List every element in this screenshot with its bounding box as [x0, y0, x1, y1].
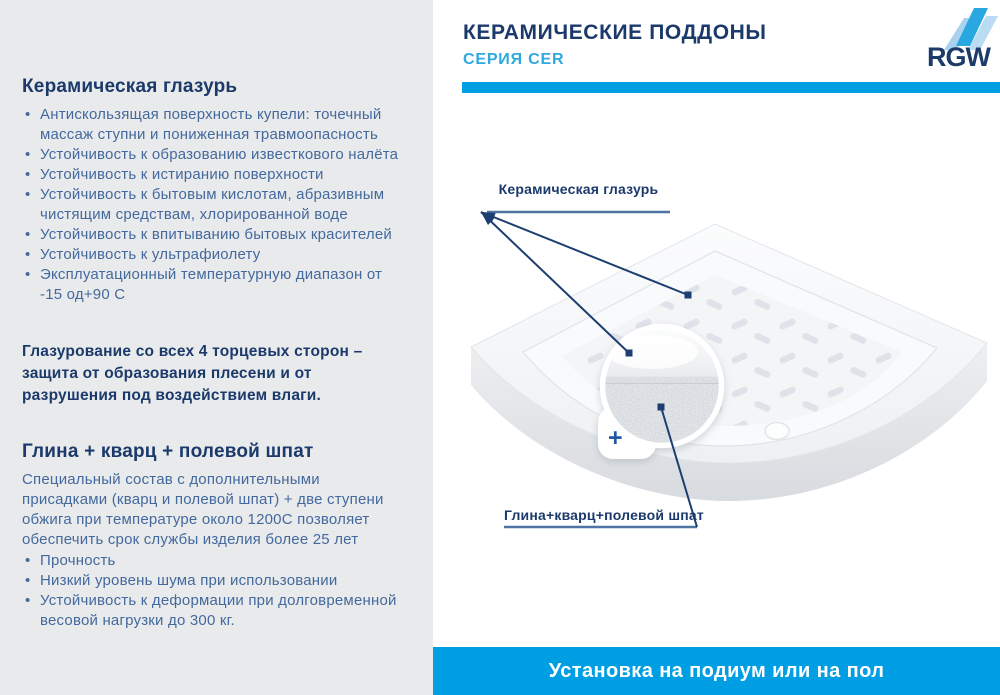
shower-tray [471, 224, 987, 501]
benefit-item: • Антискользящая поверхность купели: точечный массаж ступни и пониженная травмоопасность [22, 105, 405, 145]
callout-clay-label: Глина+кварц+полевой шпат [504, 507, 704, 523]
benefit-item: • Устойчивость к истиранию поверхности [22, 165, 405, 185]
plus-icon: + [608, 424, 623, 452]
product-figure [440, 180, 1000, 540]
header-divider [462, 82, 1000, 93]
section2-list [22, 551, 405, 631]
marker-square-icon [626, 350, 633, 357]
benefit-item: • Устойчивость к бытовым кислотам, абразивным чистящим средствам, хлорированной воде [22, 185, 405, 225]
benefit-item: • Низкий уровень шума при использовании [22, 571, 405, 591]
section1-heading: Керамическая глазурь [22, 76, 238, 97]
benefit-item: • Устойчивость к деформации при долговременной весовой нагрузки до 300 кг. [22, 591, 405, 631]
shower-tray-illustration [440, 180, 1000, 540]
benefit-item: • Прочность [22, 551, 405, 571]
logo-text: RGW [927, 42, 990, 72]
series-subtitle: СЕРИЯ CER [463, 51, 565, 68]
marker-square-icon [685, 292, 692, 299]
rgw-logo [916, 4, 998, 74]
info-panel [0, 0, 433, 695]
benefit-item: • Устойчивость к образованию известкового налёта [22, 145, 405, 165]
drain-cap [765, 423, 789, 440]
page-title: КЕРАМИЧЕСКИЕ ПОДДОНЫ [463, 21, 767, 44]
installation-banner [433, 647, 1000, 695]
section2-heading: Глина + кварц + полевой шпат [22, 441, 314, 462]
section1-list [22, 105, 405, 305]
composition-section [22, 441, 405, 631]
benefit-item: • Устойчивость к ультрафиолету [22, 245, 405, 265]
benefit-item: • Эксплуатационный температурную диапазон от -15 од+90 С [22, 265, 405, 305]
installation-banner-text: Установка на подиум или на пол [548, 659, 885, 682]
section2-paragraph: Специальный состав с дополнительными присадками (кварц и полевой шпат) + две ступени обжига при температуре около 1200С позволяет обеспечить срок службы изделия более 25 лет [22, 471, 384, 548]
callout-glaze-label: Керамическая глазурь [498, 181, 659, 197]
benefit-item: • Устойчивость к впитыванию бытовых красителей [22, 225, 405, 245]
glazing-highlight: Глазурование со всех 4 торцевых сторон – защита от образования плесени и от разрушения под воздействием влаги. [22, 343, 363, 404]
marker-square-icon [658, 404, 665, 411]
